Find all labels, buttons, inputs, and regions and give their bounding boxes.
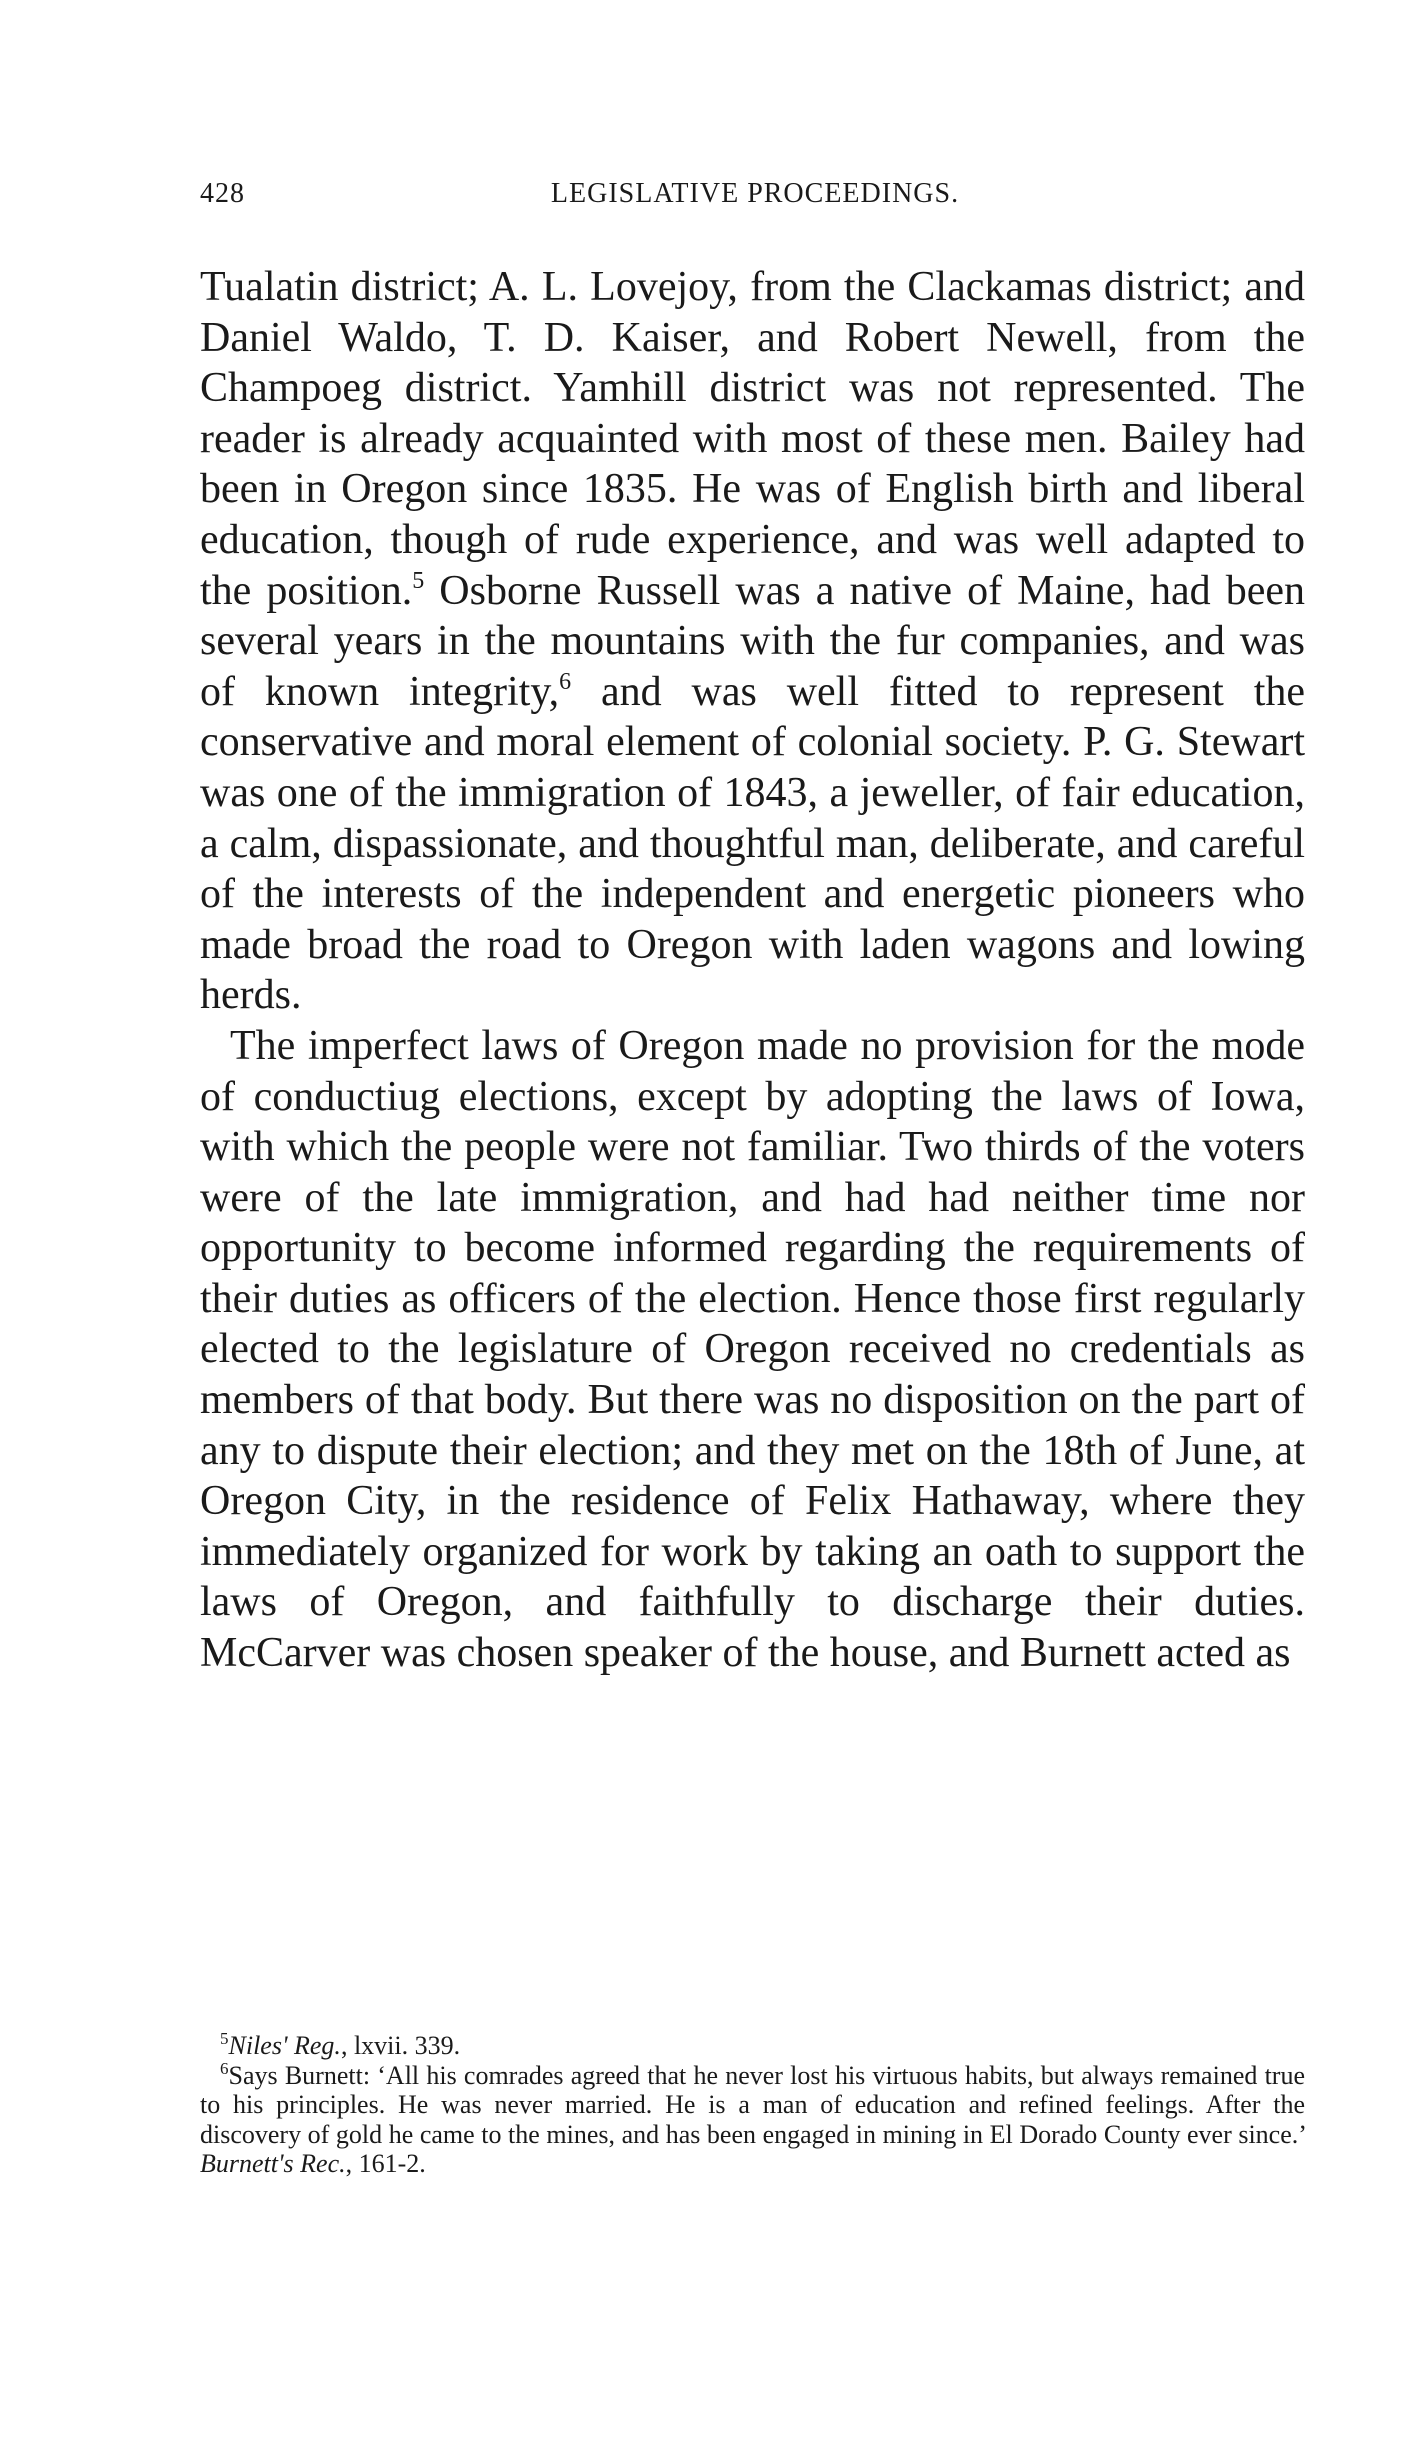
footnote-marker: 5 <box>220 2029 229 2048</box>
footnote-reference: 6 <box>559 668 572 695</box>
footnote-text: , lxvii. 339. <box>340 2031 461 2060</box>
paragraph-text: and was well fitted to represent the conservative and moral element of colonial society. P. G. Stewart was one of the immigration of 1843, a jeweller, of fair education, a calm, dispassionate, and thoughtful man, deliberate, and careful of the interests of the independent and energetic pioneers who made broad the road to Oregon with laden wagons and lowing herds. <box>200 668 1305 1019</box>
footnote-reference: 5 <box>412 567 425 594</box>
body-text <box>200 262 1305 1679</box>
footnote-6 <box>200 2058 1305 2179</box>
paragraph: The imperfect laws of Oregon made no provision for the mode of conductiug elections, except by adopting the laws of Iowa, with which the people were not familiar. Two thirds of the voters were of the late immigration, and had had neither time nor opportunity to become informed regarding the requirements of their duties as officers of the election. Hence those first regularly elected to the legislature of Oregon received no credentials as members of that body. But there was no disposition on the part of any to dispute their election; and they met on the 18th of June, at Oregon City, in the residence of Felix Hathaway, where they immediately organized for work by taking an oath to support the laws of Oregon, and faithfully to discharge their duties. McCarver was chosen speaker of the house, and Burnett acted as <box>200 1022 1305 1677</box>
paragraph-text: Tualatin district; A. L. Lovejoy, from the Clackamas district; and Daniel Waldo, T. D. Kaiser, and Robert Newell, from the Champoeg district. Yamhill district was not represented. The reader is already acquainted with most of these men. Bailey had been in Oregon since 1835. He was of English birth and liberal education, though of rude experience, and was well adapted to the position. <box>200 264 1305 614</box>
footnote-text: , 161-2. <box>345 2149 426 2178</box>
footnote-citation: Burnett's Rec. <box>200 2149 346 2178</box>
footnote-marker: 6 <box>220 2058 229 2078</box>
footnote-5 <box>200 2031 1305 2061</box>
page-number: 428 <box>200 178 245 209</box>
footnote-text: Says Burnett: ‘All his comrades agreed that he never lost his virtuous habits, but always remained true to his principles. He was never married. He is a man of education and refined feelings. After the discovery of gold he came to the mines, and has been engaged in mining in El Dorado County ever since.’ <box>200 2060 1305 2149</box>
footnote-citation: Niles' Reg. <box>228 2031 341 2060</box>
paragraph <box>200 262 1305 1021</box>
running-head <box>200 178 1310 218</box>
paragraph-text: Osborne Russell was a native of Maine, had been several years in the mountains with the fur companies, and was of known integrity, <box>200 567 1305 715</box>
running-title: LEGISLATIVE PROCEEDINGS. <box>550 178 960 209</box>
footnotes <box>200 2031 1305 2179</box>
